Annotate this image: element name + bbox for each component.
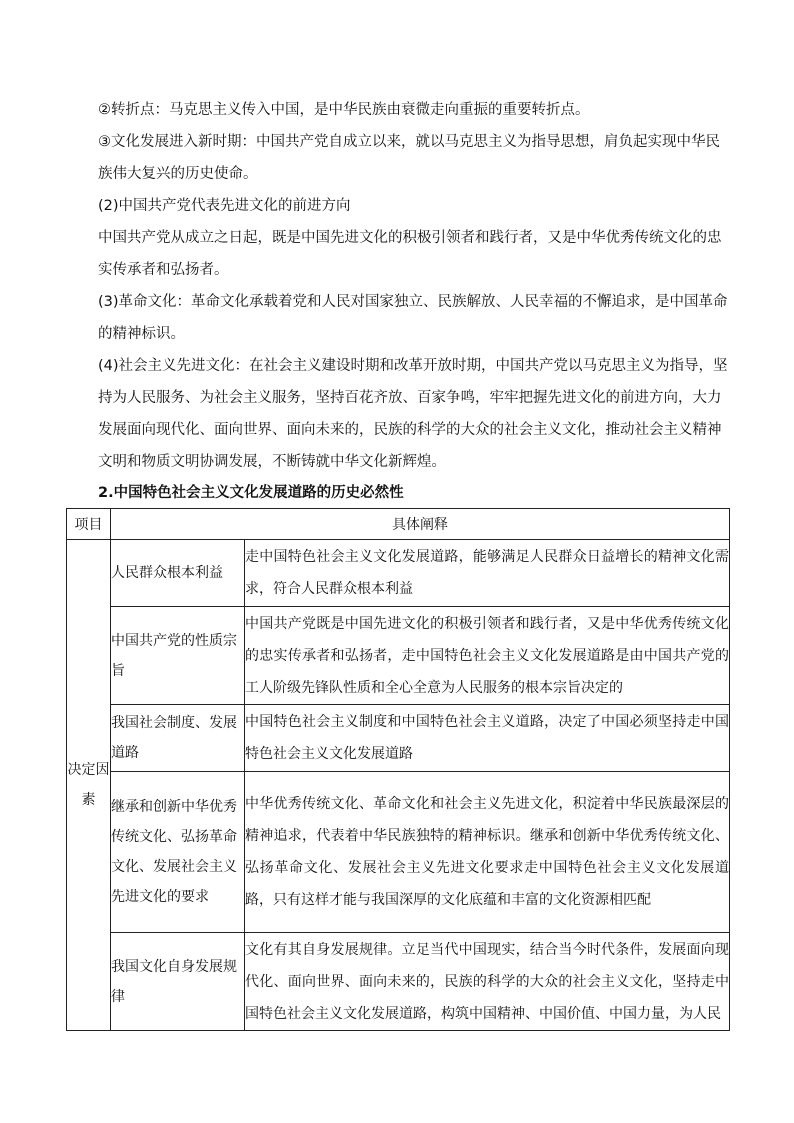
table-header-row bbox=[67, 509, 730, 540]
detail-cell: 中华优秀传统文化、革命文化和社会主义先进文化，积淀着中华民族最深层的精神追求，代表着中华民族独特的精神标识。继承和创新中华优秀传统文化、弘扬革命文化、发展社会主义先进文化要求走中国特色社会主义文化发展道路，只有这样才能与我国深厚的文化底蕴和丰富的文化资源相匹配 bbox=[245, 772, 730, 933]
table-row bbox=[67, 772, 730, 933]
factors-table bbox=[66, 508, 730, 1031]
factor-cell: 我国社会制度、发展道路 bbox=[111, 705, 245, 772]
table-row bbox=[67, 705, 730, 772]
factor-cell: 中国共产党的性质宗旨 bbox=[111, 607, 245, 705]
table-row bbox=[67, 540, 730, 607]
detail-cell: 中国共产党既是中国先进文化的积极引领者和践行者，又是中华优秀传统文化的忠实传承者和弘扬者，走中国特色社会主义文化发展道路是由中国共产党的工人阶级先锋队性质和全心全意为人民服务的根本宗旨决定的 bbox=[245, 607, 730, 705]
paragraph-socialist-culture: (4)社会主义先进文化：在社会主义建设时期和改革开放时期，中国共产党以马克思主义为指导，坚持为人民服务、为社会主义服务，坚持百花齐放、百家争鸣，牢牢把握先进文化的前进方向，大力发展面向现代化、面向世界、面向未来的，民族的科学的大众的社会主义文化，推动社会主义精神文明和物质文明协调发展，不断铸就中华文化新辉煌。 bbox=[98, 358, 728, 470]
paragraph-turning-point: ②转折点：马克思主义传入中国，是中华民族由衰微走向重振的重要转折点。 bbox=[98, 102, 590, 118]
header-detail: 具体阐释 bbox=[111, 509, 730, 540]
detail-cell: 文化有其自身发展规律。立足当代中国现实，结合当今时代条件，发展面向现代化、面向世界、面向未来的，民族的科学的大众的社会主义文化，坚持走中国特色社会主义文化发展道路，构筑中国精神、中国价值、中国力量，为人民 bbox=[245, 933, 730, 1031]
section-heading: 2.中国特色社会主义文化发展道路的历史必然性 bbox=[98, 485, 404, 501]
detail-cell: 中国特色社会主义制度和中国特色社会主义道路，决定了中国必须坚持走中国特色社会主义文化发展道路 bbox=[245, 705, 730, 772]
detail-cell: 走中国特色社会主义文化发展道路，能够满足人民群众日益增长的精神文化需求，符合人民群众根本利益 bbox=[245, 540, 730, 607]
paragraph-party-leader: 中国共产党从成立之日起，既是中国先进文化的积极引领者和践行者，又是中华优秀传统文化的忠实传承者和弘扬者。 bbox=[98, 230, 722, 278]
header-item: 项目 bbox=[67, 509, 111, 540]
group-label: 决定因素 bbox=[67, 540, 111, 1031]
paragraph-revolutionary-culture: (3)革命文化：革命文化承载着党和人民对国家独立、民族解放、人民幸福的不懈追求，是中国革命的精神标识。 bbox=[98, 294, 728, 342]
table-row bbox=[67, 607, 730, 705]
table-row bbox=[67, 933, 730, 1031]
factor-cell: 人民群众根本利益 bbox=[111, 540, 245, 607]
factor-cell: 我国文化自身发展规律 bbox=[111, 933, 245, 1031]
paragraph-new-period: ③文化发展进入新时期：中国共产党自成立以来，就以马克思主义为指导思想，肩负起实现中华民族伟大复兴的历史使命。 bbox=[98, 134, 720, 182]
factor-cell: 继承和创新中华优秀传统文化、弘扬革命文化、发展社会主义先进文化的要求 bbox=[111, 772, 245, 933]
paragraph-subheading-direction: (2)中国共产党代表先进文化的前进方向 bbox=[98, 198, 351, 214]
